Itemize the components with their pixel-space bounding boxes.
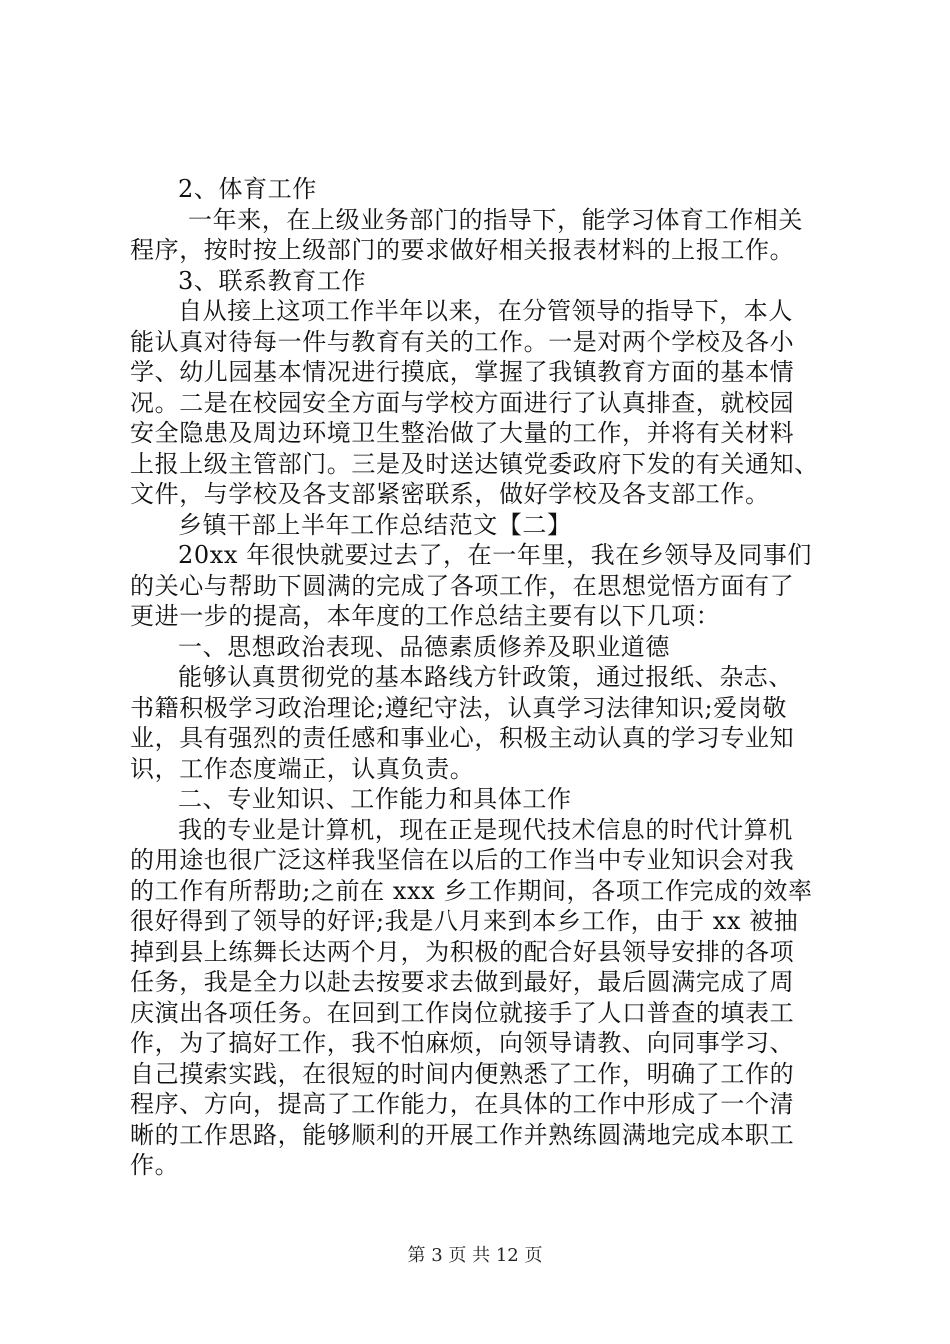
paragraph-line: 况。二是在校园安全方面与学校方面进行了认真排查，就校园	[130, 388, 795, 417]
paragraph-line: 的关心与帮助下圆满的完成了各项工作，在思想觉悟方面有了	[130, 571, 795, 600]
paragraph-line: 安全隐患及周边环境卫生整治做了大量的工作，并将有关材料	[130, 419, 795, 447]
paragraph-line: 庆演出各项任务。在回到工作岗位就接手了人口普查的填表工	[130, 998, 795, 1027]
section-heading: 3、联系教育工作	[178, 266, 367, 295]
paragraph-line: 能够认真贯彻党的基本路线方针政策，通过报纸、杂志、	[178, 663, 793, 691]
paragraph-line: 文件，与学校及各支部紧密联系，做好学校及各支部工作。	[130, 480, 770, 508]
paragraph-line: 一年来，在上级业务部门的指导下，能学习体育工作相关	[188, 205, 803, 234]
paragraph-line: 的用途也很广泛这样我坚信在以后的工作当中专业知识会对我	[130, 846, 795, 874]
section-heading: 二、专业知识、工作能力和具体工作	[178, 785, 572, 813]
paragraph-line: 作。	[130, 1151, 180, 1179]
paragraph-line: 我的专业是计算机，现在正是现代技术信息的时代计算机	[178, 815, 793, 844]
document-body	[130, 174, 830, 1181]
paragraph-line: 识，工作态度端正，认真负责。	[130, 754, 475, 783]
paragraph-line: 自从接上这项工作半年以来，在分管领导的指导下，本人	[178, 297, 793, 325]
article-subtitle: 乡镇干部上半年工作总结范文【二】	[178, 510, 572, 539]
paragraph-line: 20xx 年很快就要过去了，在一年里，我在乡领导及同事们	[178, 541, 813, 569]
paragraph-line: 能认真对待每一件与教育有关的工作。一是对两个学校及各小	[130, 327, 795, 356]
paragraph-line: 任务，我是全力以赴去按要求去做到最好，最后圆满完成了周	[130, 968, 795, 996]
section-heading: 2、体育工作	[178, 175, 317, 203]
paragraph-line: 学、幼儿园基本情况进行摸底，掌握了我镇教育方面的基本情	[130, 358, 795, 386]
paragraph-line: 程序、方向，提高了工作能力，在具体的工作中形成了一个清	[130, 1090, 795, 1118]
paragraph-line: 自己摸索实践，在很短的时间内便熟悉了工作，明确了工作的	[130, 1059, 795, 1088]
paragraph-line: 上报上级主管部门。三是及时送达镇党委政府下发的有关通知、	[130, 449, 819, 478]
paragraph-line: 的工作有所帮助;之前在 xxx 乡工作期间，各项工作完成的效率	[130, 876, 813, 905]
paragraph-line: 作，为了搞好工作，我不怕麻烦，向领导请教、向同事学习、	[130, 1029, 795, 1057]
section-heading: 一、思想政治表现、品德素质修养及职业道德	[178, 632, 670, 661]
paragraph-line: 很好得到了领导的好评;我是八月来到本乡工作，由于 xx 被抽	[130, 907, 799, 935]
paragraph-line: 掉到县上练舞长达两个月，为积极的配合好县领导安排的各项	[130, 937, 795, 966]
paragraph-line: 更进一步的提高，本年度的工作总结主要有以下几项：	[130, 602, 721, 630]
paragraph-line: 书籍积极学习政治理论;遵纪守法，认真学习法律知识;爱岗敬	[130, 693, 787, 722]
page-number-footer: 第 3 页 共 12 页	[407, 1245, 543, 1266]
paragraph-line: 程序，按时按上级部门的要求做好相关报表材料的上报工作。	[130, 236, 795, 264]
paragraph-line: 业，具有强烈的责任感和事业心，积极主动认真的学习专业知	[130, 724, 795, 752]
paragraph-line: 晰的工作思路，能够顺利的开展工作并熟练圆满地完成本职工	[130, 1120, 795, 1149]
